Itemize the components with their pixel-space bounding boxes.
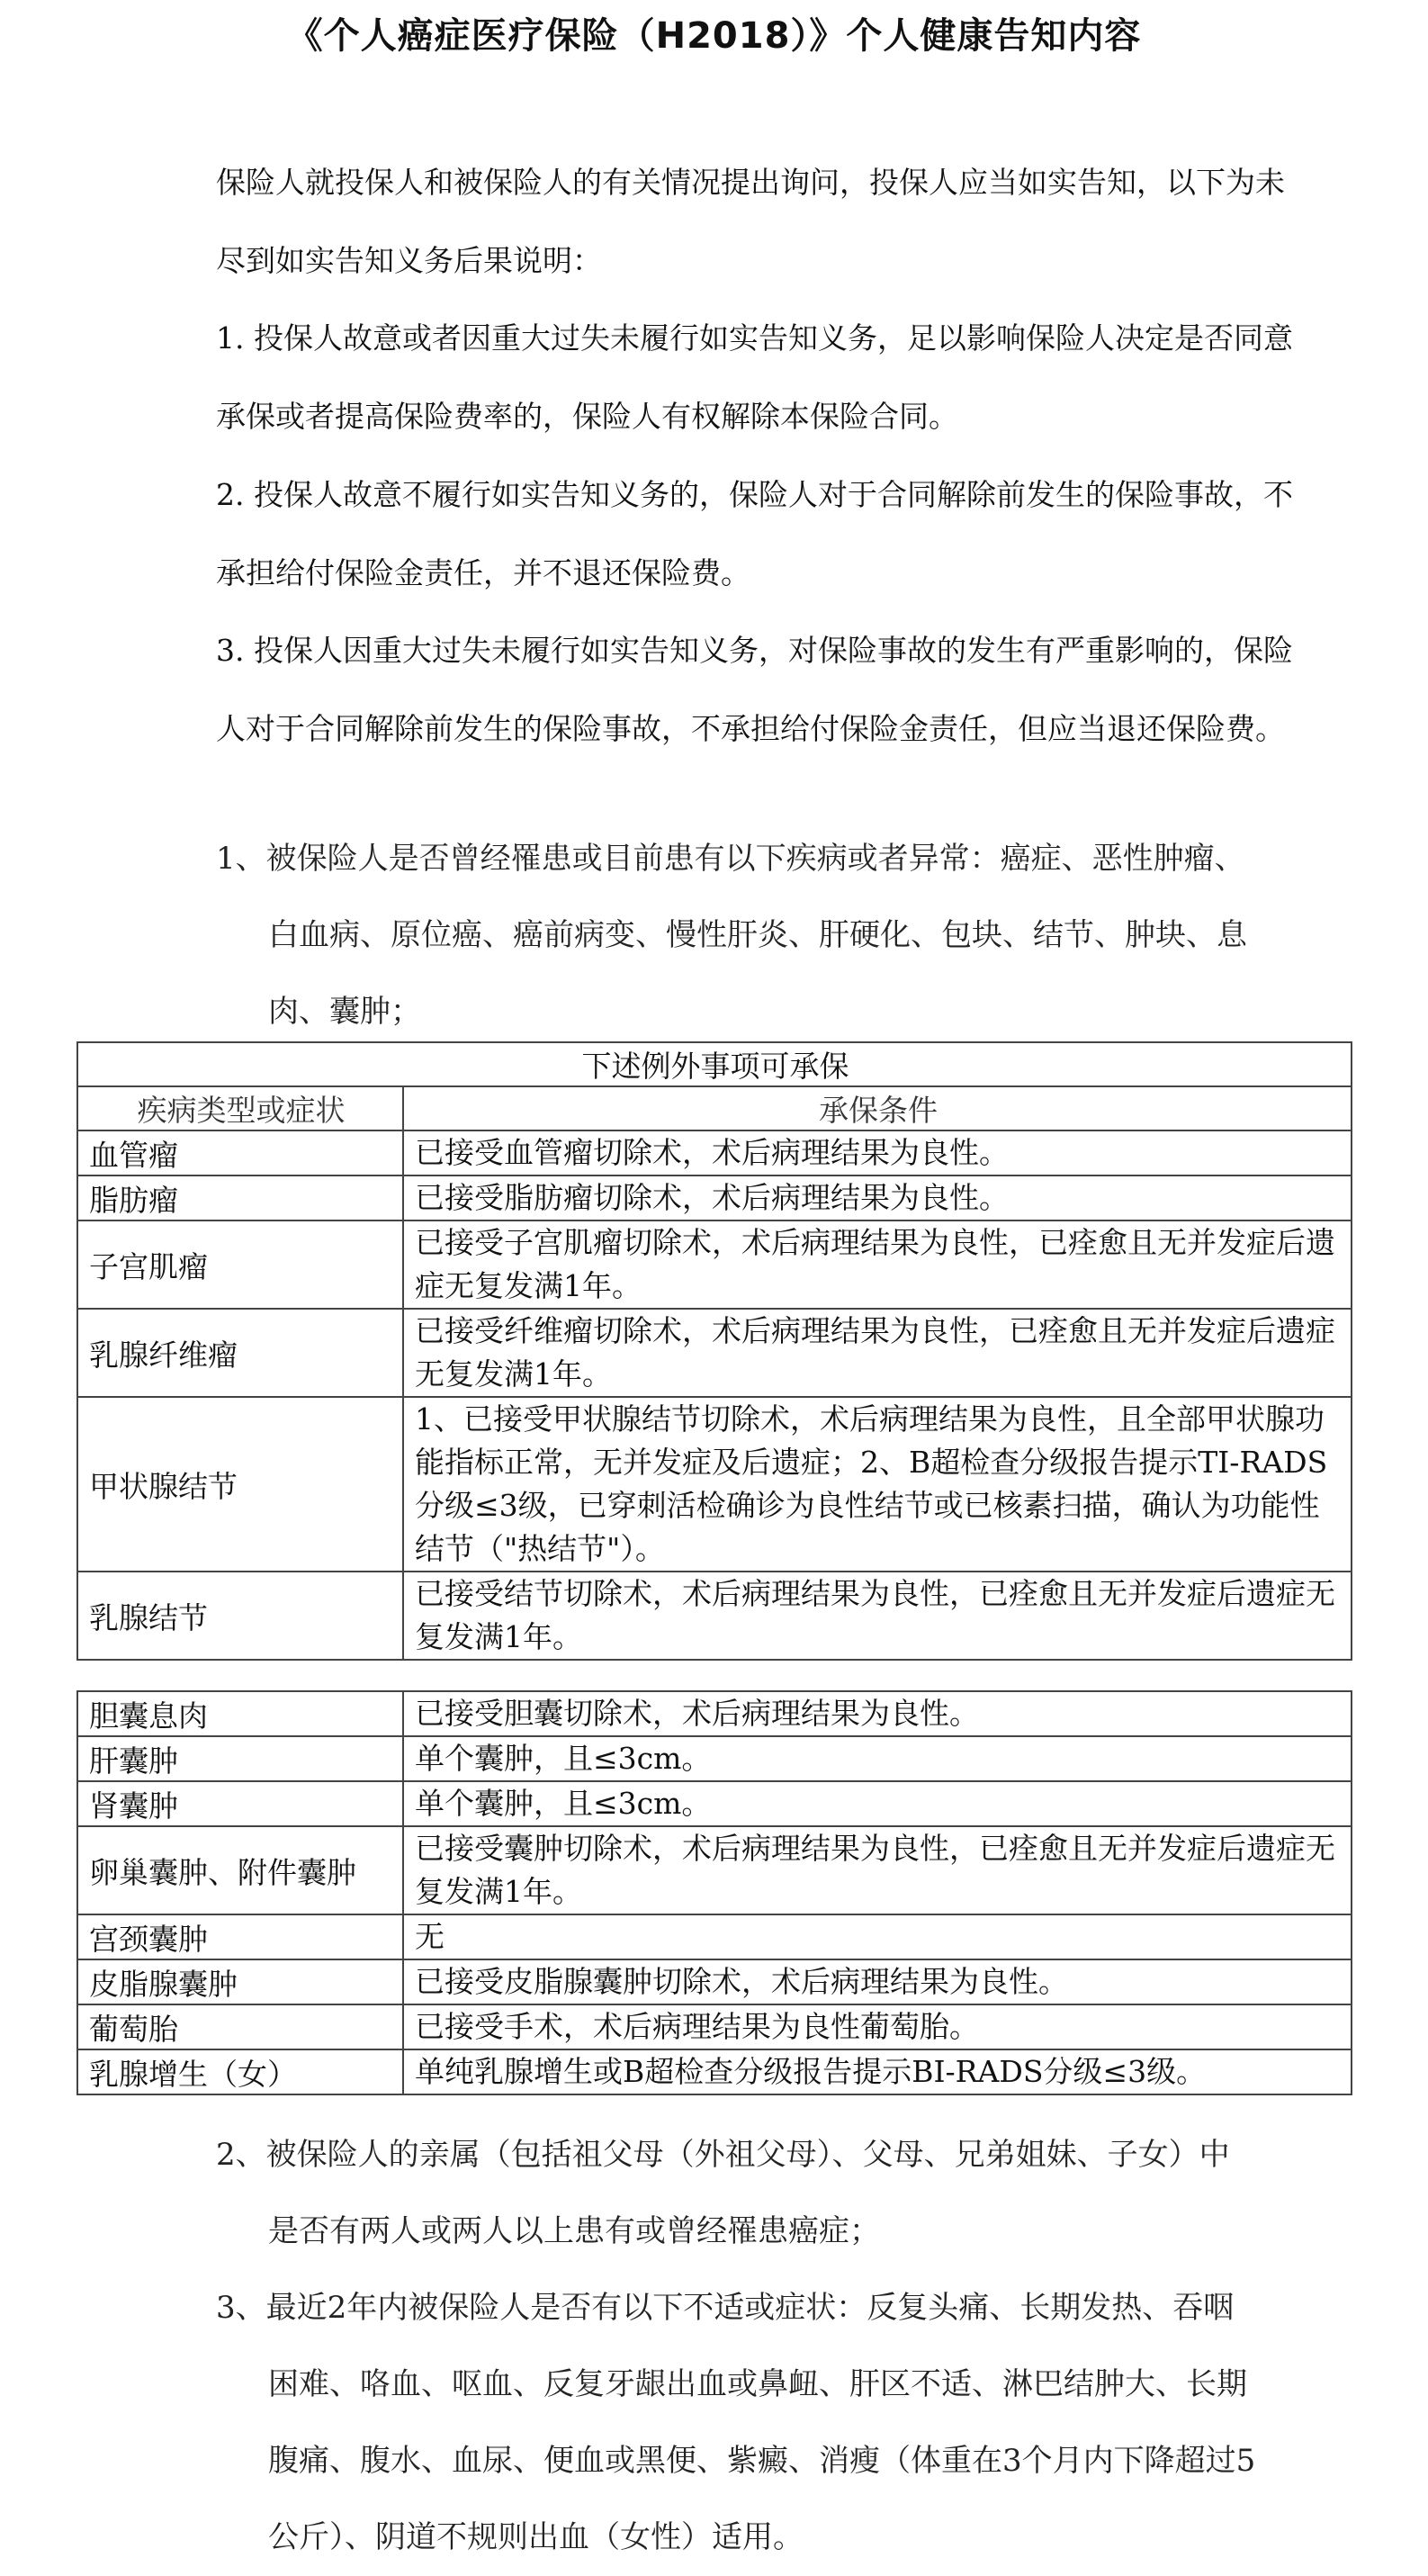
disease-name: 宫颈囊肿 xyxy=(77,1914,403,1959)
table-row xyxy=(77,1572,1352,1660)
exceptions-table-2 xyxy=(76,1690,1352,2095)
disease-name: 乳腺增生（女） xyxy=(77,2049,403,2094)
disease-name: 子宫肌瘤 xyxy=(77,1220,403,1309)
table-row xyxy=(77,1397,1352,1572)
disease-name: 胆囊息肉 xyxy=(77,1691,403,1736)
intro-item-1: 1. 投保人故意或者因重大过失未履行如实告知义务，足以影响保险人决定是否同意承保或者提高保险费率的，保险人有权解除本保险合同。 xyxy=(216,320,1293,435)
condition-text: 单个囊肿，且≤3cm。 xyxy=(403,1736,1352,1781)
disease-name: 血管瘤 xyxy=(77,1130,403,1175)
question-3-text: 3、最近2年内被保险人是否有以下不适或症状：反复头痛、长期发热、吞咽困难、咯血、呕血、反复牙龈出血或鼻衄、肝区不适、淋巴结肿大、长期腹痛、腹水、血尿、便血或黑便、紫癜、消瘦（体重在3个月内下降超过5公斤）、阴道不规则出血（女性）适用。 xyxy=(216,2290,1256,2555)
condition-text: 1、已接受甲状腺结节切除术，术后病理结果为良性，且全部甲状腺功能指标正常，无并发症及后遗症；2、B超检查分级报告提示TI-RADS分级≤3级，已穿刺活检确诊为良性结节或已核素扫描，确认为功能性结节（"热结节"）。 xyxy=(403,1397,1352,1572)
condition-text: 已接受胆囊切除术，术后病理结果为良性。 xyxy=(403,1691,1352,1736)
table-row xyxy=(77,1175,1352,1220)
table-row xyxy=(77,1781,1352,1826)
intro-paragraph: 保险人就投保人和被保险人的有关情况提出询问，投保人应当如实告知，以下为未尽到如实告知义务后果说明： xyxy=(216,165,1285,278)
condition-text: 单个囊肿，且≤3cm。 xyxy=(403,1781,1352,1826)
disease-name: 脂肪瘤 xyxy=(77,1175,403,1220)
disease-name: 乳腺纤维瘤 xyxy=(77,1309,403,1397)
table-row xyxy=(77,1309,1352,1397)
table-row xyxy=(77,1826,1352,1914)
disease-name: 肾囊肿 xyxy=(77,1781,403,1826)
condition-text: 已接受皮脂腺囊肿切除术，术后病理结果为良性。 xyxy=(403,1959,1352,2004)
table-header: 下述例外事项可承保 xyxy=(77,1042,1352,1086)
table-row xyxy=(77,1736,1352,1781)
question-3 xyxy=(216,2270,1260,2576)
table-row xyxy=(77,1959,1352,2004)
condition-text: 单纯乳腺增生或B超检查分级报告提示BI-RADS分级≤3级。 xyxy=(403,2049,1352,2094)
document-title: 《个人癌症医疗保险（H2018）》个人健康告知内容 xyxy=(286,15,1142,57)
condition-text: 已接受脂肪瘤切除术，术后病理结果为良性。 xyxy=(403,1175,1352,1220)
condition-text: 已接受血管瘤切除术，术后病理结果为良性。 xyxy=(403,1130,1352,1175)
table-row xyxy=(77,1130,1352,1175)
condition-text: 已接受子宫肌瘤切除术，术后病理结果为良性，已痊愈且无并发症后遗症无复发满1年。 xyxy=(403,1220,1352,1309)
condition-text: 已接受手术，术后病理结果为良性葡萄胎。 xyxy=(403,2004,1352,2049)
condition-text: 无 xyxy=(403,1914,1352,1959)
table-row xyxy=(77,2049,1352,2094)
table-row xyxy=(77,1914,1352,1959)
table-row xyxy=(77,1691,1352,1736)
condition-text: 已接受囊肿切除术，术后病理结果为良性，已痊愈且无并发症后遗症无复发满1年。 xyxy=(403,1826,1352,1914)
condition-text: 已接受结节切除术，术后病理结果为良性，已痊愈且无并发症后遗症无复发满1年。 xyxy=(403,1572,1352,1660)
disease-name: 甲状腺结节 xyxy=(77,1397,403,1572)
question-1 xyxy=(216,821,1260,1050)
table-row xyxy=(77,1220,1352,1309)
disease-name: 乳腺结节 xyxy=(77,1572,403,1660)
question-1-text: 1、被保险人是否曾经罹患或目前患有以下疾病或者异常：癌症、恶性肿瘤、白血病、原位癌、癌前病变、慢性肝炎、肝硬化、包块、结节、肿块、息肉、囊肿； xyxy=(216,841,1247,1030)
intro-section xyxy=(216,144,1296,769)
column-header-condition: 承保条件 xyxy=(403,1086,1352,1130)
disease-name: 肝囊肿 xyxy=(77,1736,403,1781)
question-2-text: 2、被保险人的亲属（包括祖父母（外祖父母）、父母、兄弟姐妹、子女）中是否有两人或两人以上患有或曾经罹患癌症； xyxy=(216,2137,1230,2249)
disease-name: 卵巢囊肿、附件囊肿 xyxy=(77,1826,403,1914)
intro-item-3: 3. 投保人因重大过失未履行如实告知义务，对保险事故的发生有严重影响的，保险人对于合同解除前发生的保险事故，不承担给付保险金责任，但应当退还保险费。 xyxy=(216,633,1293,746)
column-header-disease: 疾病类型或症状 xyxy=(77,1086,403,1130)
disease-name: 皮脂腺囊肿 xyxy=(77,1959,403,2004)
table-row xyxy=(77,2004,1352,2049)
disease-name: 葡萄胎 xyxy=(77,2004,403,2049)
intro-item-2: 2. 投保人故意不履行如实告知义务的，保险人对于合同解除前发生的保险事故，不承担给付保险金责任，并不退还保险费。 xyxy=(216,476,1293,590)
question-2 xyxy=(216,2117,1260,2270)
exceptions-table-1 xyxy=(76,1041,1352,1661)
condition-text: 已接受纤维瘤切除术，术后病理结果为良性，已痊愈且无并发症后遗症无复发满1年。 xyxy=(403,1309,1352,1397)
